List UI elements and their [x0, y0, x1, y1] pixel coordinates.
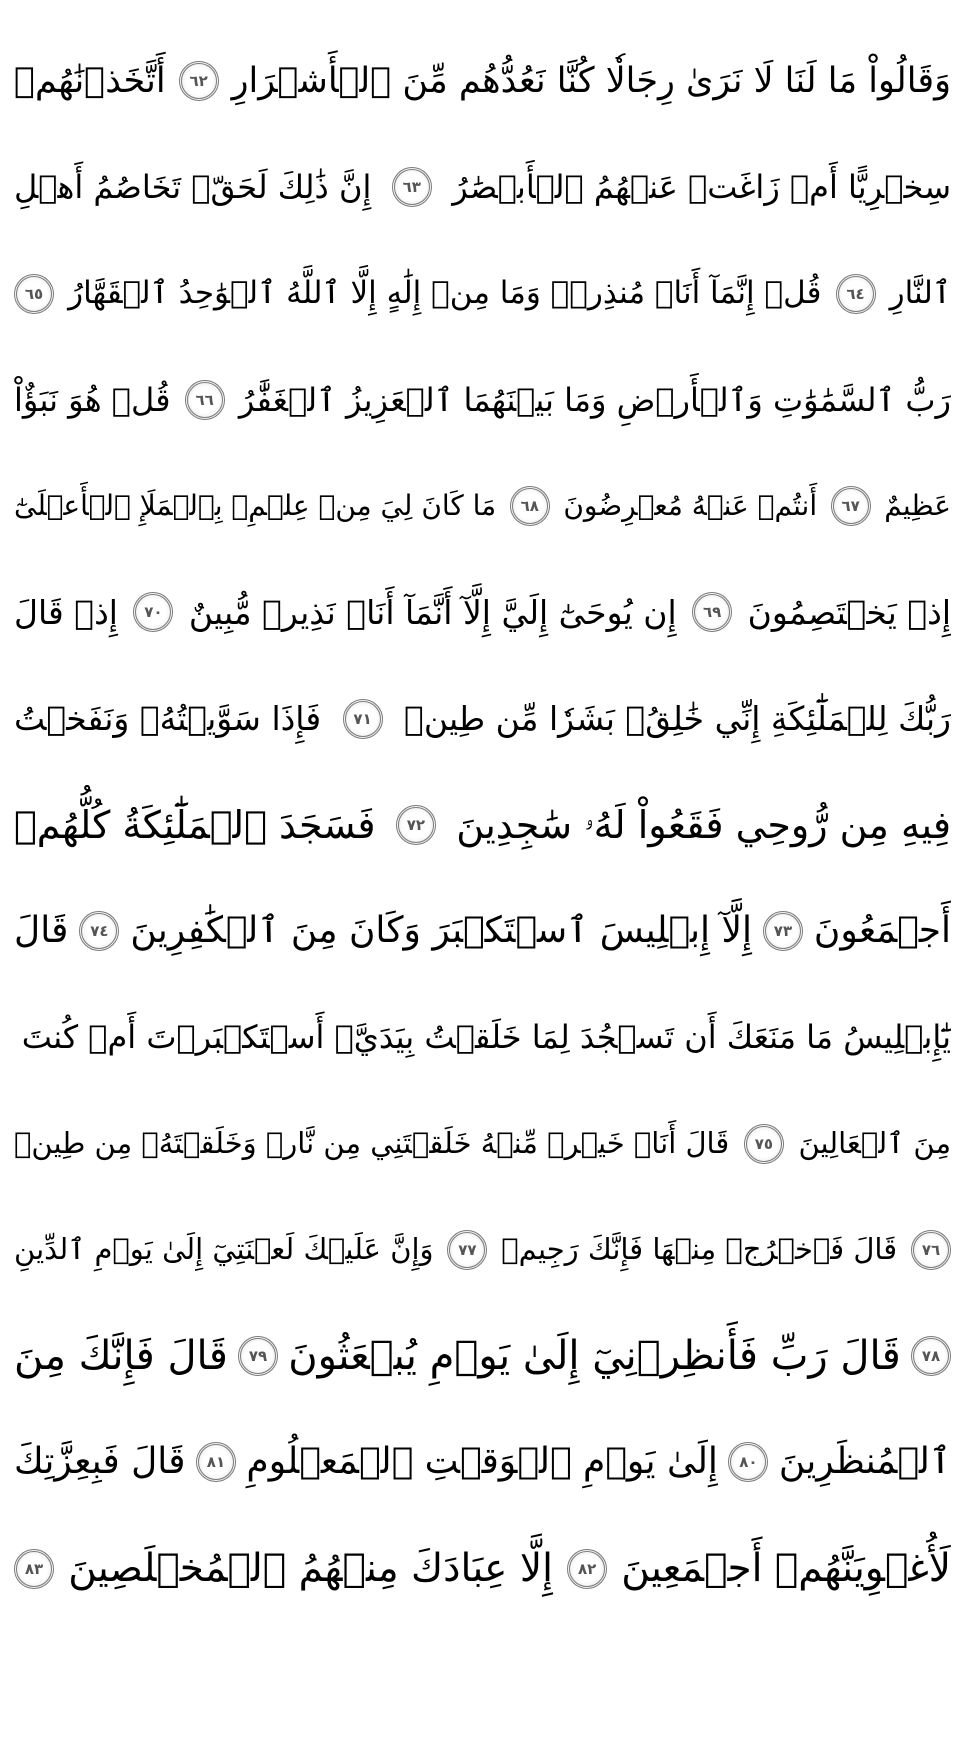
verse-text: أَتَّخَذۡنَٰهُمۡ [14, 60, 166, 101]
verse-line [14, 878, 951, 984]
verse-line [14, 984, 951, 1090]
ayah-number-marker: ٦٧ [831, 486, 871, 526]
verse-text: رَبُّ ٱلسَّمَٰوَٰتِ وَٱلۡأَرۡضِ وَمَا بَيۡنَهُمَا ٱلۡعَزِيزُ ٱلۡغَفَّٰرُ [238, 380, 951, 419]
verse-text: فَسَجَدَ ٱلۡمَلَٰٓئِكَةُ كُلُّهُمۡ [14, 802, 376, 847]
verse-text: إِنَّ ذَٰلِكَ لَحَقّٞ تَخَاصُمُ أَهۡلِ [14, 168, 372, 207]
verse-text: فِيهِ مِن رُّوحِي فَقَعُواْ لَهُۥ سَٰجِدِينَ [456, 802, 951, 847]
verse-text: قَالَ فَٱخۡرُجۡ مِنۡهَا فَإِنَّكَ رَجِيمٞ [501, 1232, 898, 1267]
verse-text: وَقَالُواْ مَا لَنَا لَا نَرَىٰ رِجَالٗا كُنَّا نَعُدُّهُم مِّنَ ٱلۡأَشۡرَارِ [231, 60, 951, 101]
verse-text: قَالَ رَبِّ فَأَنظِرۡنِيٓ إِلَىٰ يَوۡمِ يُبۡعَثُونَ [288, 1333, 901, 1380]
verse-text: لَأُغۡوِيَنَّهُمۡ أَجۡمَعِينَ [621, 1546, 951, 1592]
ayah-number-marker: ٦٣ [392, 167, 432, 207]
ayah-number-marker: ٧٦ [911, 1230, 951, 1270]
verse-text: مَا كَانَ لِيَ مِنۡ عِلۡمِۭ بِٱلۡمَلَإِ ٱلۡأَعۡلَىٰٓ [14, 489, 497, 523]
verse-text: قَالَ فَبِعِزَّتِكَ [14, 1441, 186, 1483]
ayah-number-marker: ٨١ [196, 1442, 236, 1482]
verse-text: رَبُّكَ لِلۡمَلَٰٓئِكَةِ إِنِّي خَٰلِقُۢ بَشَرٗا مِّن طِينٖ [404, 699, 951, 739]
verse-text: إِذۡ قَالَ [14, 592, 118, 632]
ayah-number-marker: ٧٩ [238, 1336, 278, 1376]
ayah-number-marker: ٨٠ [728, 1442, 768, 1482]
verse-text: وَإِنَّ عَلَيۡكَ لَعۡنَتِيٓ إِلَىٰ يَوۡمِ ٱلدِّينِ [14, 1232, 434, 1267]
ayah-number-marker: ٦٦ [185, 380, 225, 420]
verse-text: ٱلنَّارِ [889, 275, 951, 312]
verse-text: سِخۡرِيًّا أَمۡ زَاغَتۡ عَنۡهُمُ ٱلۡأَبۡصَٰرُ [452, 168, 951, 207]
verse-lines [14, 28, 951, 1728]
ayah-number-marker: ٦٨ [510, 486, 550, 526]
ayah-number-marker: ٧٧ [447, 1230, 487, 1270]
verse-line [14, 134, 951, 240]
verse-text: ٱلۡمُنظَرِينَ [778, 1441, 951, 1483]
verse-line [14, 772, 951, 878]
verse-text: قُلۡ هُوَ نَبَؤٌاْ [14, 380, 171, 419]
verse-text: عَظِيمٌ [884, 489, 951, 523]
verse-line [14, 1409, 951, 1515]
ayah-number-marker: ٧٣ [763, 911, 803, 951]
verse-text: أَنتُمۡ عَنۡهُ مُعۡرِضُونَ [563, 489, 818, 523]
ayah-number-marker: ٧١ [343, 699, 383, 739]
ayah-number-marker: ٦٤ [836, 274, 876, 314]
verse-line [14, 453, 951, 559]
ayah-number-marker: ٧٠ [133, 592, 173, 632]
verse-line [14, 1516, 951, 1622]
verse-line [14, 1303, 951, 1409]
ayah-number-marker: ٧٥ [744, 1124, 784, 1164]
ayah-number-marker: ٦٢ [179, 61, 219, 101]
verse-line [14, 28, 951, 134]
verse-line [14, 666, 951, 772]
verse-text: إِلَّآ إِبۡلِيسَ ٱسۡتَكۡبَرَ وَكَانَ مِنَ ٱلۡكَٰفِرِينَ [130, 910, 752, 952]
verse-text: قُلۡ إِنَّمَآ أَنَا۠ مُنذِرٞۖ وَمَا مِنۡ إِلَٰهٍ إِلَّا ٱللَّهُ ٱلۡوَٰحِدُ ٱلۡقَهَّارُ [68, 275, 822, 312]
verse-line [14, 559, 951, 665]
verse-text: مِنَ ٱلۡعَالِينَ [798, 1126, 951, 1161]
ayah-number-marker: ٦٥ [14, 274, 54, 314]
ayah-number-marker: ٦٩ [692, 592, 732, 632]
ayah-number-marker: ٧٤ [79, 911, 119, 951]
verse-text: قَالَ أَنَا۠ خَيۡرٞ مِّنۡهُ خَلَقۡتَنِي مِن نَّارٖ وَخَلَقۡتَهُۥ مِن طِينٖ [14, 1126, 730, 1161]
verse-line [14, 241, 951, 347]
verse-line [14, 1197, 951, 1303]
verse-text: إِذۡ يَخۡتَصِمُونَ [747, 592, 951, 632]
verse-text: فَإِذَا سَوَّيۡتُهُۥ وَنَفَخۡتُ [14, 699, 322, 739]
verse-text: إِلَّا عِبَادَكَ مِنۡهُمُ ٱلۡمُخۡلَصِينَ [68, 1546, 553, 1592]
verse-text: إِلَىٰ يَوۡمِ ٱلۡوَقۡتِ ٱلۡمَعۡلُومِ [246, 1441, 718, 1483]
verse-text: أَجۡمَعُونَ [813, 910, 951, 952]
ayah-number-marker: ٨٣ [14, 1549, 54, 1589]
verse-text: يَٰٓإِبۡلِيسُ مَا مَنَعَكَ أَن تَسۡجُدَ لِمَا خَلَقۡتُ بِيَدَيَّۖ أَسۡتَكۡبَرۡتَ أَمۡ كُنتَ [21, 1018, 951, 1057]
verse-text: قَالَ فَإِنَّكَ مِنَ [14, 1333, 228, 1380]
ayah-number-marker: ٧٢ [396, 805, 436, 845]
verse-line [14, 347, 951, 453]
verse-text: قَالَ [14, 910, 69, 952]
ayah-number-marker: ٨٢ [567, 1549, 607, 1589]
verse-line [14, 1091, 951, 1197]
ayah-number-marker: ٧٨ [911, 1336, 951, 1376]
verse-text: إِن يُوحَىٰٓ إِلَيَّ إِلَّآ أَنَّمَآ أَنَا۠ نَذِيرٞ مُّبِينٌ [188, 592, 677, 632]
